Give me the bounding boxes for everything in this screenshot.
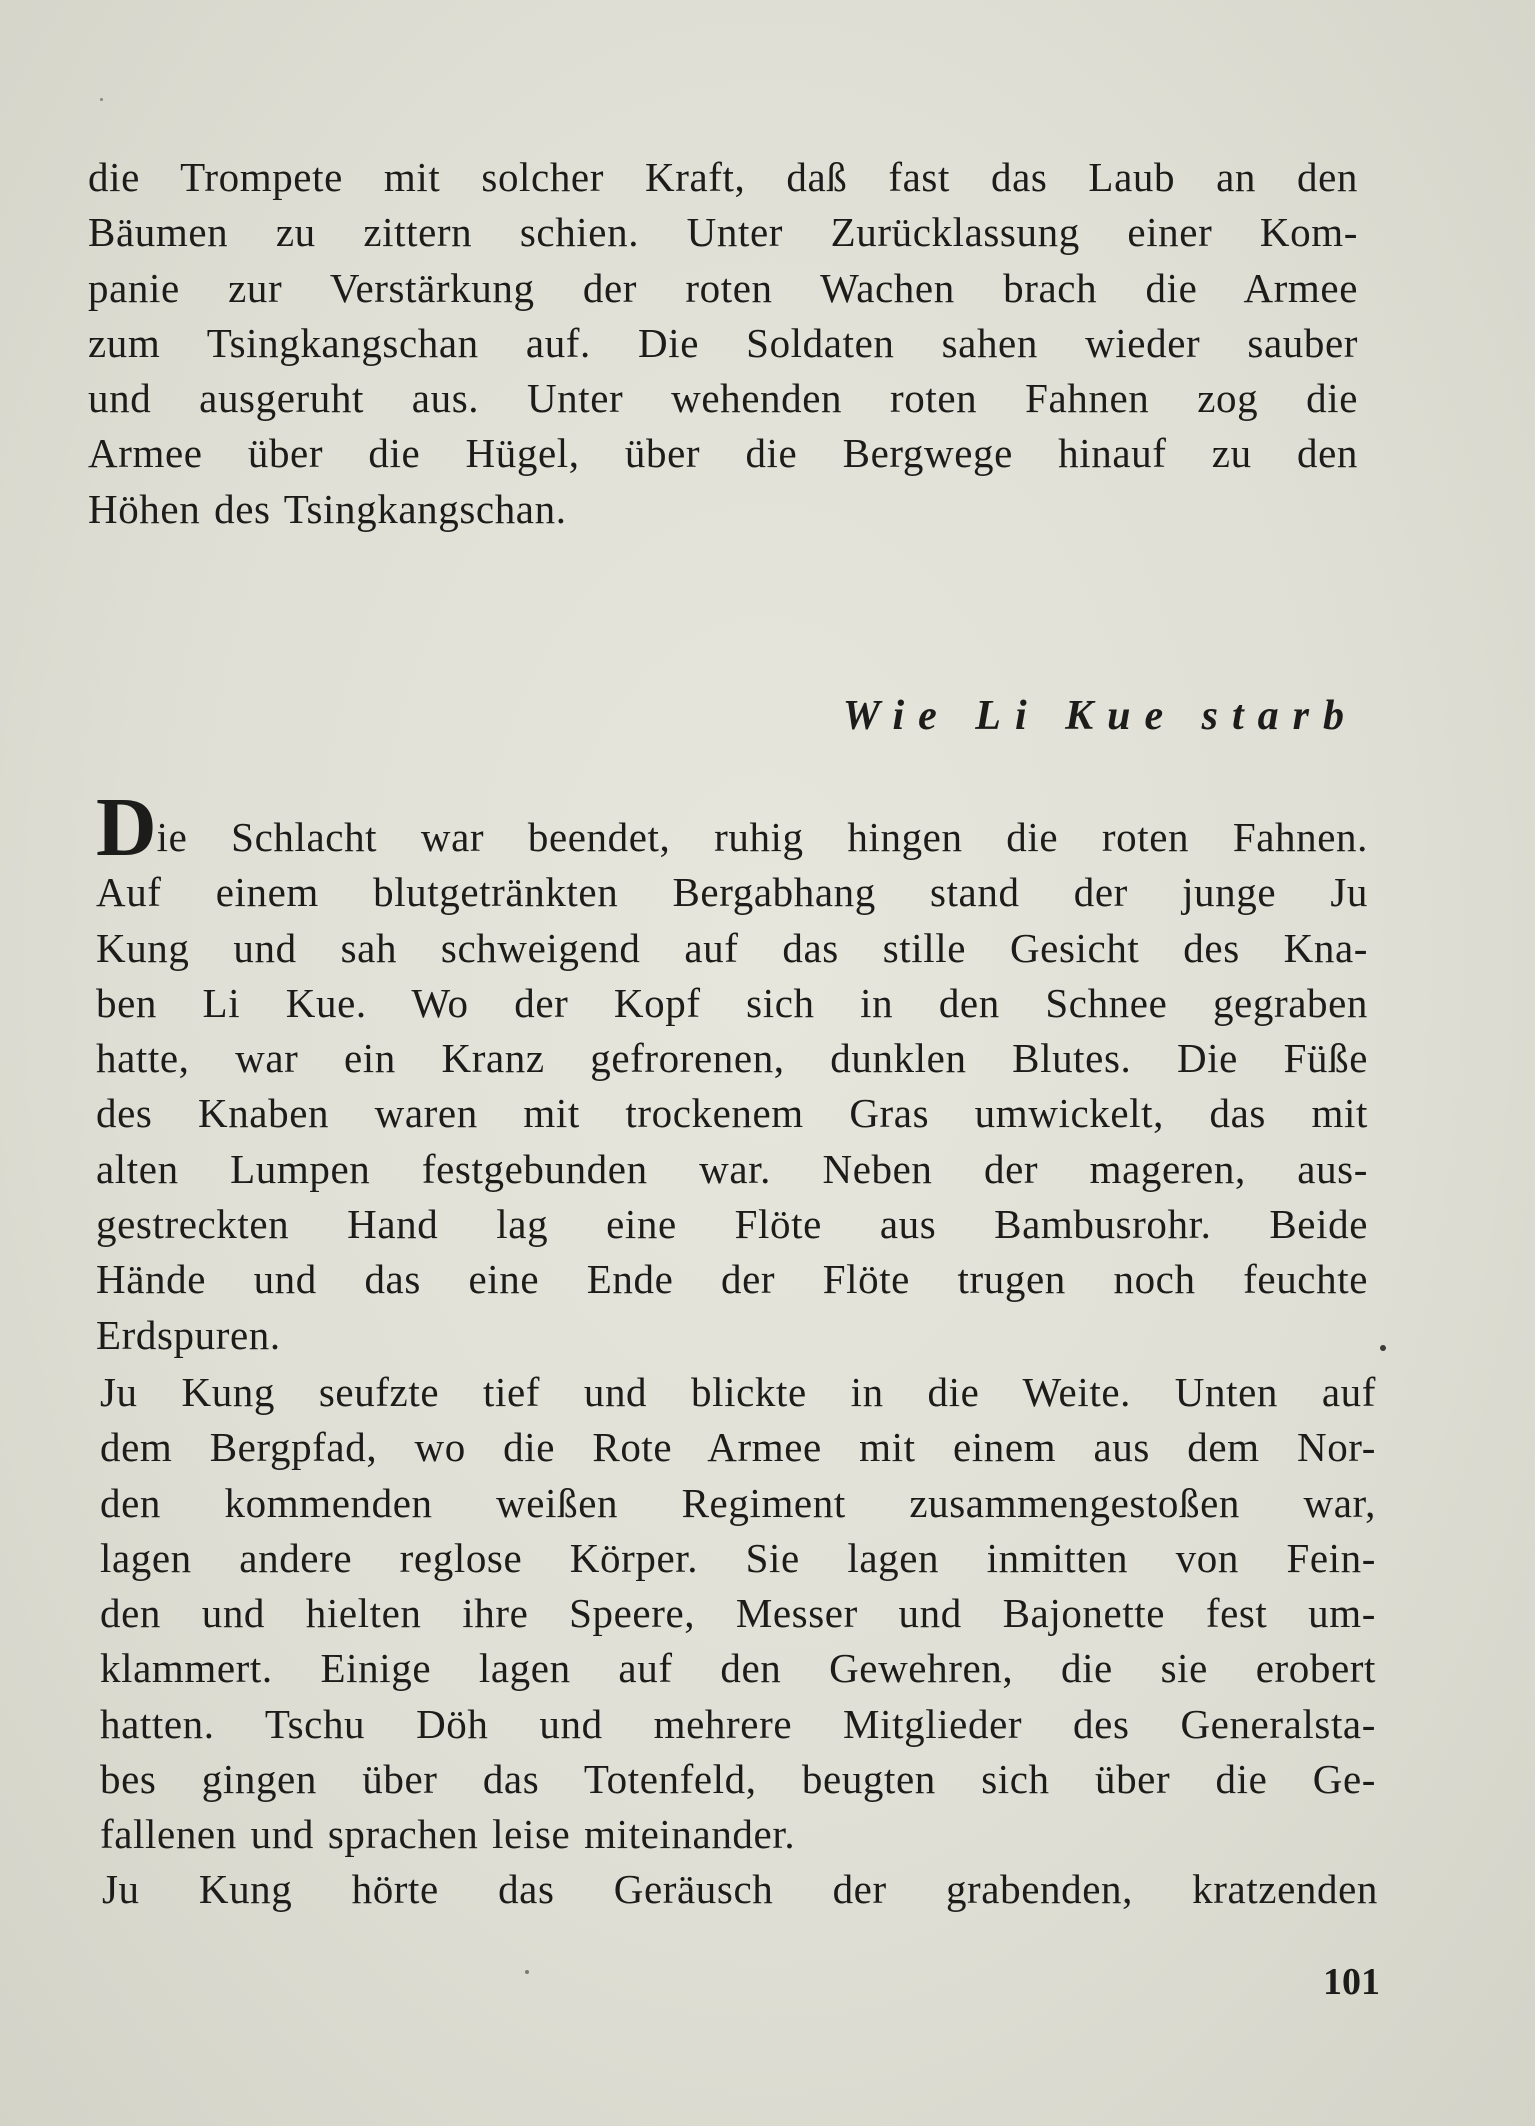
text-line: fallenen und sprachen leise miteinander. (100, 1811, 796, 1858)
text-line: den kommenden weißen Regiment zusammengestoßen war, (100, 1479, 1376, 1526)
text-line: Ju Kung seufzte tief und blickte in die Weite. Unten auf (100, 1369, 1376, 1415)
text-line: bes gingen über das Totenfeld, beugten sich über die Ge- (100, 1756, 1376, 1803)
text-line: die Trompete mit solcher Kraft, daß fast das Laub an den (88, 154, 1358, 200)
text-line: den und hielten ihre Speere, Messer und Bajonette fest um- (100, 1590, 1376, 1637)
ink-speck (1380, 1345, 1386, 1351)
text-line: des Knaben waren mit trockenem Gras umwickelt, das mit (96, 1090, 1368, 1137)
text-line: ben Li Kue. Wo der Kopf sich in den Schnee gegraben (96, 979, 1368, 1026)
ink-speck (525, 1970, 529, 1974)
text-line-dropcap (96, 781, 1368, 874)
text-line: panie zur Verstärkung der roten Wachen brach die Armee (88, 264, 1358, 311)
text-line: Bäumen zu zittern schien. Unter Zurücklassung einer Kom- (88, 209, 1358, 256)
text-line: hatte, war ein Kranz gefrorenen, dunklen Blutes. Die Füße (96, 1035, 1368, 1082)
paragraph-opening (96, 781, 1368, 1363)
text-line: gestreckten Hand lag eine Flöte aus Bambusrohr. Beide (96, 1201, 1368, 1248)
text-line: hatten. Tschu Döh und mehrere Mitglieder des Generalsta- (100, 1700, 1376, 1747)
paragraph (102, 1862, 1378, 1917)
text-line: alten Lumpen festgebunden war. Neben der mageren, aus- (96, 1145, 1368, 1192)
text-line: und ausgeruht aus. Unter wehenden roten Fahnen zog die (88, 375, 1358, 422)
text-line: lagen andere reglose Körper. Sie lagen inmitten von Fein- (100, 1534, 1376, 1581)
text-line: klammert. Einige lagen auf den Gewehren, die sie erobert (100, 1645, 1376, 1692)
drop-cap: D (96, 781, 157, 874)
paragraph (100, 1365, 1376, 1863)
text-line-rest: ie Schlacht war beendet, ruhig hingen die roten Fahnen. (156, 814, 1368, 860)
text-line: dem Bergpfad, wo die Rote Armee mit einem aus dem Nor- (100, 1424, 1376, 1471)
text-line: Hände und das eine Ende der Flöte trugen noch feuchte (96, 1256, 1368, 1303)
text-line: zum Tsingkangschan auf. Die Soldaten sahen wieder sauber (88, 319, 1358, 366)
section-heading: Wie Li Kue starb (842, 693, 1358, 739)
text-line: Armee über die Hügel, über die Bergwege hinauf zu den (88, 430, 1358, 477)
text-line: Auf einem blutgetränkten Bergabhang stand der junge Ju (96, 869, 1368, 916)
text-line: Ju Kung hörte das Geräusch der grabenden, kratzenden (102, 1866, 1378, 1912)
ink-speck (100, 98, 103, 101)
text-line: Höhen des Tsingkangschan. (88, 485, 567, 532)
paragraph-continuation (88, 150, 1358, 537)
text-line: Erdspuren. (96, 1311, 281, 1358)
page-number: 101 (1323, 1961, 1380, 2003)
text-line: Kung und sah schweigend auf das stille Gesicht des Kna- (96, 924, 1368, 971)
